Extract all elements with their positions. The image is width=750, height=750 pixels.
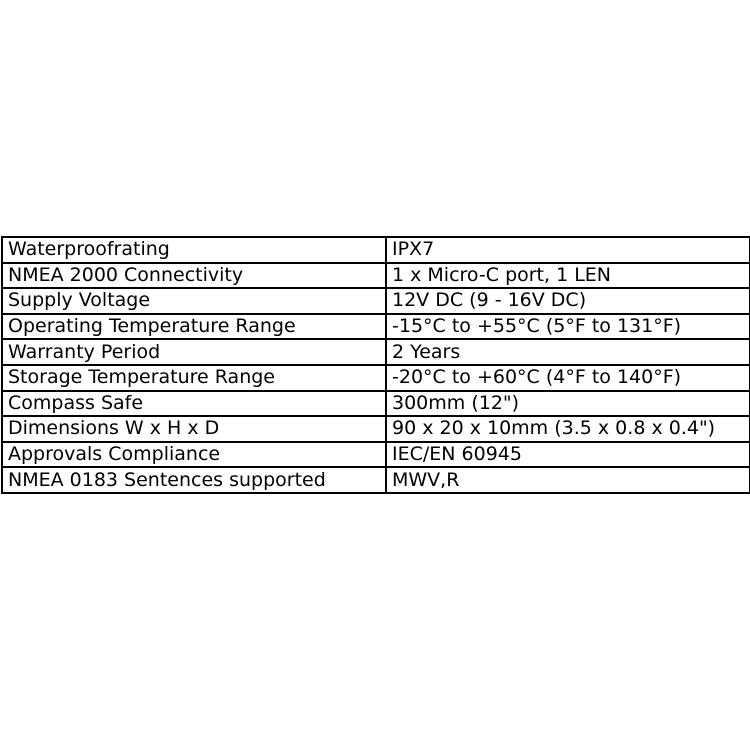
spec-value: IEC/EN 60945 (386, 442, 750, 468)
spec-table (1, 236, 750, 494)
spec-value: 1 x Micro-C port, 1 LEN (386, 263, 750, 289)
table-row (2, 237, 750, 263)
spec-value: 2 Years (386, 339, 750, 365)
spec-label: Dimensions W x H x D (2, 416, 386, 442)
spec-value: 90 x 20 x 10mm (3.5 x 0.8 x 0.4") (386, 416, 750, 442)
spec-value: -15°C to +55°C (5°F to 131°F) (386, 314, 750, 340)
spec-label: Warranty Period (2, 339, 386, 365)
spec-label: Compass Safe (2, 391, 386, 417)
table-row (2, 442, 750, 468)
table-row (2, 416, 750, 442)
spec-value: -20°C to +60°C (4°F to 140°F) (386, 365, 750, 391)
table-row (2, 467, 750, 493)
spec-label: Operating Temperature Range (2, 314, 386, 340)
table-row (2, 314, 750, 340)
spec-label: NMEA 2000 Connectivity (2, 263, 386, 289)
spec-label: Waterproofrating (2, 237, 386, 263)
spec-label: NMEA 0183 Sentences supported (2, 467, 386, 493)
spec-label: Approvals Compliance (2, 442, 386, 468)
spec-label: Storage Temperature Range (2, 365, 386, 391)
table-row (2, 288, 750, 314)
spec-value: IPX7 (386, 237, 750, 263)
table-row (2, 339, 750, 365)
table-row (2, 365, 750, 391)
spec-value: 300mm (12") (386, 391, 750, 417)
table-row (2, 391, 750, 417)
spec-value: 12V DC (9 - 16V DC) (386, 288, 750, 314)
spec-value: MWV,R (386, 467, 750, 493)
table-row (2, 263, 750, 289)
spec-label: Supply Voltage (2, 288, 386, 314)
